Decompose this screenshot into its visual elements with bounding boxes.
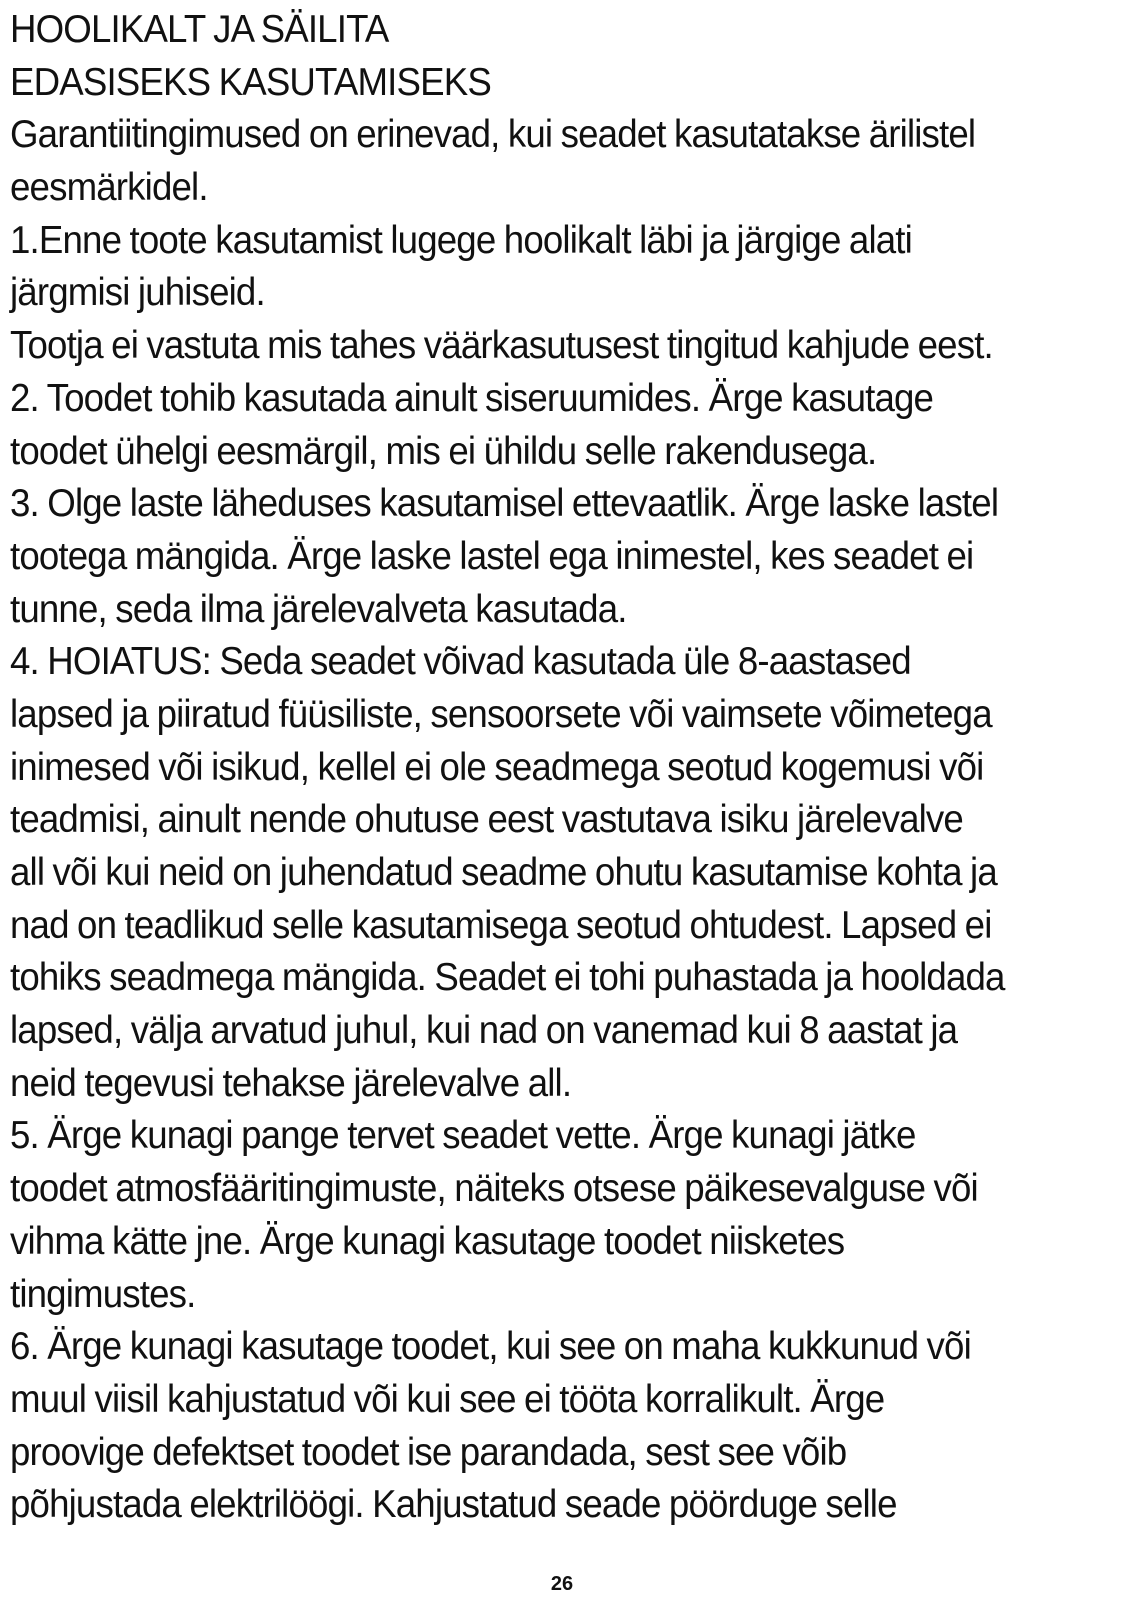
text-line: järgmisi juhiseid.: [10, 271, 265, 315]
text-line: all või kui neid on juhendatud seadme ohutu kasutamise kohta ja: [10, 851, 997, 894]
text-line: nad on teadlikud selle kasutamisega seotud ohtudest. Lapsed ei: [10, 903, 992, 947]
text-line: tohiks seadmega mängida. Seadet ei tohi puhastada ja hooldada: [10, 956, 1005, 1000]
text-line: neid tegevusi tehakse järelevalve all.: [10, 1061, 572, 1105]
text-line: tingimustes.: [10, 1272, 196, 1316]
text-line: tootega mängida. Ärge laske lastel ega inimestel, kes seadet ei: [10, 534, 974, 578]
text-line: Garantiitingimused on erinevad, kui seadet kasutatakse ärilistel: [10, 113, 976, 157]
text-line: 3. Olge laste läheduses kasutamisel ettevaatlik. Ärge laske lastel: [10, 482, 999, 526]
text-line: toodet ühelgi eesmärgil, mis ei ühildu selle rakendusega.: [10, 429, 877, 473]
text-line: lapsed, välja arvatud juhul, kui nad on vanemad kui 8 aastat ja: [10, 1009, 958, 1053]
text-line: vihma kätte jne. Ärge kunagi kasutage toodet niisketes: [10, 1219, 845, 1263]
text-line: teadmisi, ainult nende ohutuse eest vastutava isiku järelevalve: [10, 798, 963, 842]
heading-line-1: HOOLIKALT JA SÄILITA: [10, 8, 389, 51]
text-line: lapsed ja piiratud füüsiliste, sensoorsete või vaimsete võimetega: [10, 692, 992, 736]
text-line: 2. Toodet tohib kasutada ainult siseruumides. Ärge kasutage: [10, 376, 934, 420]
document-body: [10, 4, 1115, 1532]
text-line: eesmärkidel.: [10, 166, 208, 210]
text-line: inimesed või isikud, kellel ei ole seadmega seotud kogemusi või: [10, 745, 984, 789]
text-line: 5. Ärge kunagi pange tervet seadet vette. Ärge kunagi jätke: [10, 1114, 916, 1158]
page-number: 26: [550, 1573, 574, 1595]
text-line: 1.Enne toote kasutamist lugege hoolikalt läbi ja järgige alati: [10, 218, 912, 262]
text-line: proovige defektset toodet ise parandada, sest see võib: [10, 1430, 847, 1474]
text-line: põhjustada elektrilöögi. Kahjustatud seade pöörduge selle: [10, 1483, 897, 1527]
text-line: 6. Ärge kunagi kasutage toodet, kui see on maha kukkunud või: [10, 1325, 971, 1369]
text-line: Tootja ei vastuta mis tahes väärkasutusest tingitud kahjude eest.: [10, 324, 993, 368]
heading-line-2: EDASISEKS KASUTAMISEKS: [10, 60, 491, 104]
text-line: 4. HOIATUS: Seda seadet võivad kasutada üle 8-aastased: [10, 640, 911, 684]
text-line: toodet atmosfääritingimuste, näiteks otsese päikesevalguse või: [10, 1167, 978, 1211]
text-line: tunne, seda ilma järelevalveta kasutada.: [10, 587, 627, 631]
text-line: muul viisil kahjustatud või kui see ei tööta korralikult. Ärge: [10, 1377, 885, 1421]
